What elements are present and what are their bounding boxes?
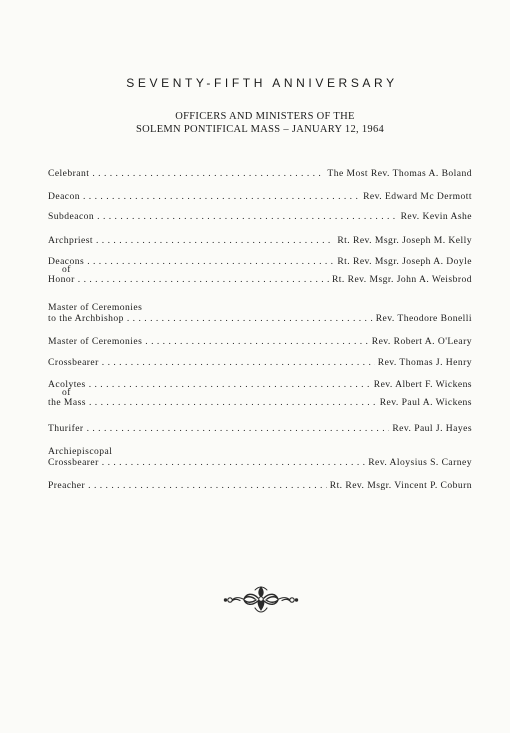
officer-name: Rev. Paul A. Wickens [379,397,472,408]
officer-name: Rt. Rev. Msgr. Joseph A. Doyle [337,256,472,267]
officer-role: Thurifer [48,423,84,434]
officer-name: Rev. Aloysius S. Carney [368,457,472,468]
officer-entry-honor [48,266,472,285]
officer-name: Rev. Thomas J. Henry [377,357,472,368]
officer-name: Rt. Rev. Msgr. Vincent P. Coburn [329,480,472,491]
officer-role: Deacon [48,191,80,202]
officer-name: Rev. Paul J. Hayes [392,423,472,434]
officer-role: Subdeacon [48,211,95,222]
officer-entry-celebrant [48,168,472,179]
officer-role: Deacons [48,256,85,267]
dot-leader [145,336,368,347]
officer-connector: of [62,264,71,275]
fleuron-ornament-icon [222,584,300,614]
dot-leader [89,397,377,408]
officer-name: Rev. Kevin Ashe [400,211,472,222]
officer-role-prefix: Master of Ceremonies [48,302,143,313]
officer-name: Rev. Theodore Bonelli [375,313,472,324]
officer-entry-mc [48,336,472,347]
officer-role: Preacher [48,480,86,491]
officer-entry-archpriest [48,235,472,246]
subtitle-line-2: SOLEMN PONTIFICAL MASS – JANUARY 12, 1964 [135,124,385,135]
dot-leader [127,313,373,324]
dot-leader [87,423,390,434]
dot-leader [83,191,360,202]
officer-entry-deacon [48,191,472,202]
officer-name: The Most Rev. Thomas A. Boland [327,168,472,179]
dot-leader [96,235,334,246]
officer-name: Rev. Albert F. Wickens [373,379,472,390]
officer-entry-archiepiscopal-crossbearer [48,446,472,468]
dot-leader [92,168,324,179]
officer-entry-crossbearer [48,357,472,368]
dot-leader [97,211,397,222]
officer-role: to the Archbishop [48,313,124,324]
officer-name: Rev. Robert A. O'Leary [371,336,472,347]
officer-entry-preacher [48,480,472,491]
officer-role: Honor [48,274,75,285]
officer-name: Rev. Edward Mc Dermott [363,191,472,202]
dot-leader [88,480,327,491]
officer-role: Crossbearer [48,357,99,368]
officer-role: Acolytes [48,379,86,390]
officer-entry-mc-archbishop [48,302,472,324]
subtitle-line-1: OFFICERS AND MINISTERS OF THE [175,111,355,122]
officer-role: Archpriest [48,235,93,246]
dot-leader [102,457,365,468]
dot-leader [102,357,375,368]
officer-role: Celebrant [48,168,90,179]
officer-entry-subdeacon [48,211,472,222]
officer-entry-the-mass [48,389,472,408]
officer-role: Master of Ceremonies [48,336,143,347]
officer-connector: of [62,387,71,398]
officer-name: Rt. Rev. Msgr. Joseph M. Kelly [337,235,472,246]
dot-leader [78,274,329,285]
officer-name: Rt. Rev. Msgr. John A. Weisbrod [331,274,472,285]
officer-role-prefix: Archiepiscopal [48,446,113,457]
anniversary-title: SEVENTY-FIFTH ANNIVERSARY [126,76,398,90]
officer-role: the Mass [48,397,86,408]
officer-role: Crossbearer [48,457,99,468]
officer-entry-thurifer [48,423,472,434]
